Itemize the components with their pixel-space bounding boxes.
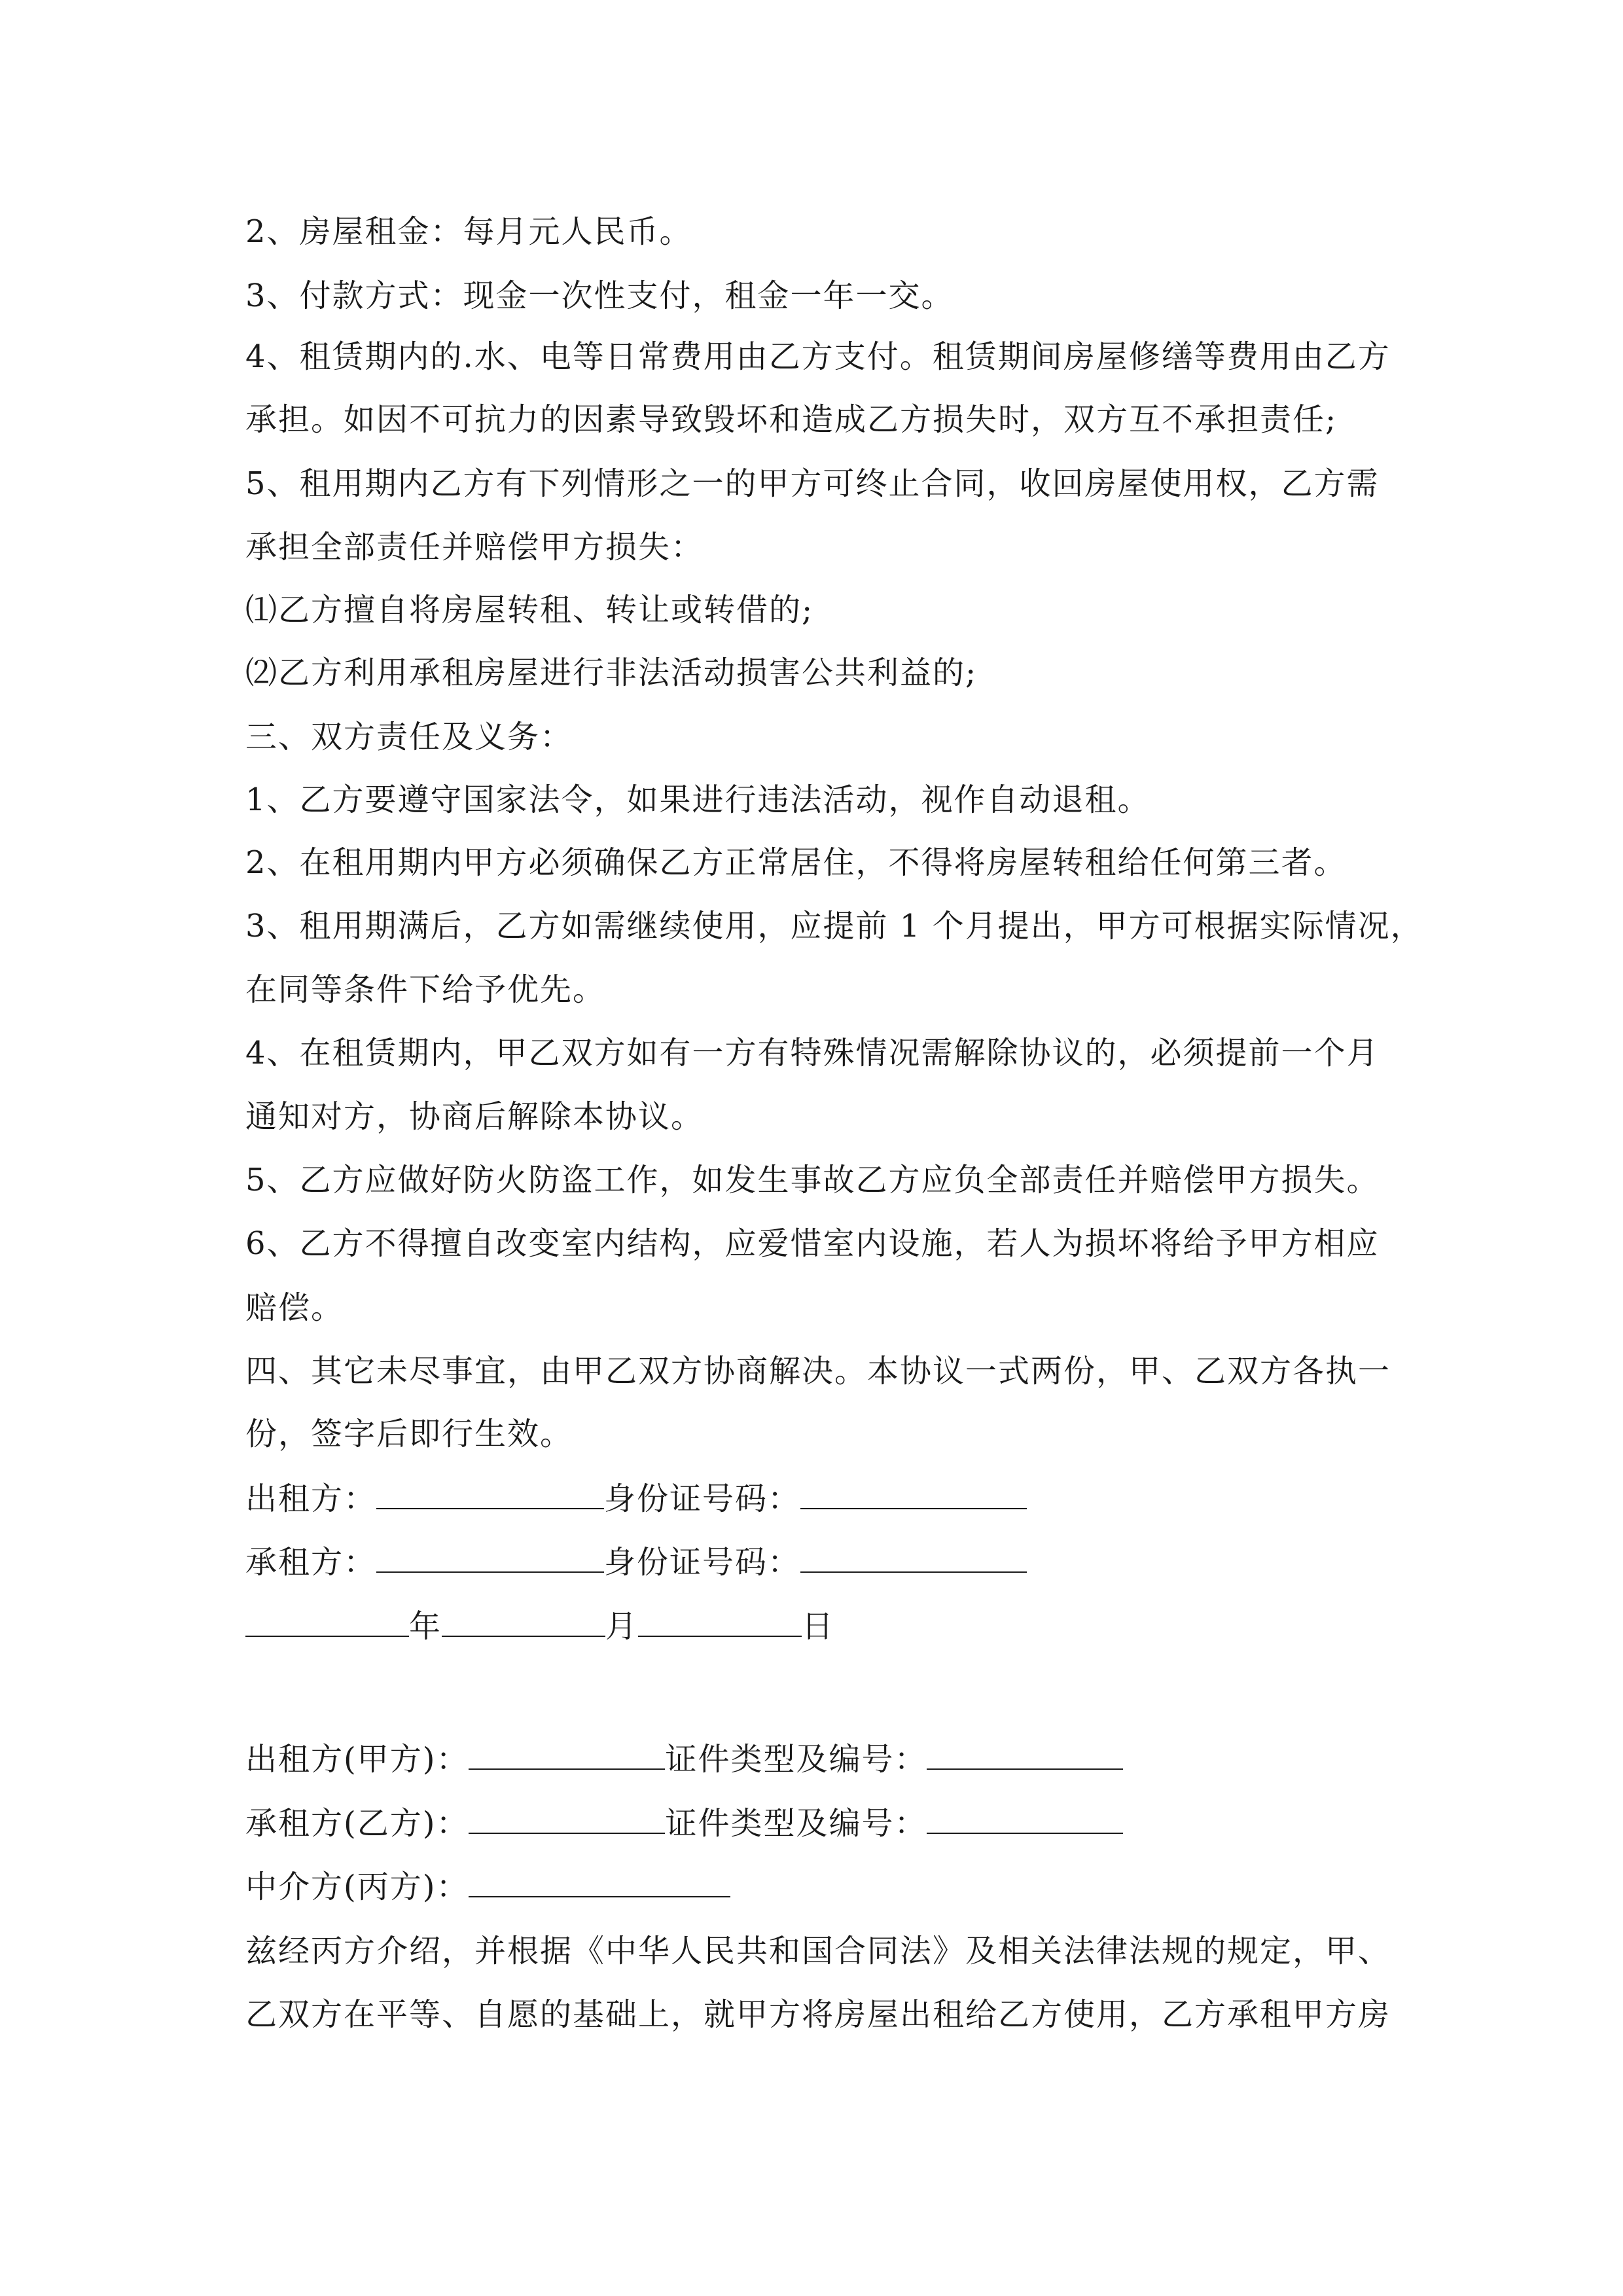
closing-line: 兹经丙方介绍，并根据《中华人民共和国合同法》及相关法律法规的规定，甲、 <box>245 1933 1391 1969</box>
paragraph-line: 5、乙方应做好防火防盗工作，如发生事故乙方应负全部责任并赔偿甲方损失。 <box>245 1162 1380 1198</box>
paragraph-line: 承担全部责任并赔偿甲方损失： <box>245 529 704 565</box>
party-b-name-blank[interactable] <box>469 1804 665 1834</box>
lessor-signature-row <box>245 1479 1027 1517</box>
party-a-cert-blank[interactable] <box>927 1740 1123 1770</box>
paragraph-line: 4、租赁期内的.水、电等日常费用由乙方支付。租赁期间房屋修缮等费用由乙方 <box>245 338 1391 375</box>
lessee-signature-row <box>245 1543 1027 1581</box>
lessor-name-blank[interactable] <box>376 1479 604 1509</box>
paragraph-line: 份，签字后即行生效。 <box>245 1416 573 1452</box>
day-label: 日 <box>802 1608 835 1645</box>
party-a-name-blank[interactable] <box>469 1740 665 1770</box>
id-label: 身份证号码： <box>604 1544 801 1581</box>
paragraph-line: 3、付款方式：现金一次性支付，租金一年一交。 <box>245 278 954 314</box>
paragraph-line: ⑵乙方利用承租房屋进行非法活动损害公共利益的; <box>245 655 978 691</box>
id-label: 身份证号码： <box>604 1480 801 1517</box>
day-blank[interactable] <box>638 1607 802 1637</box>
lessee-id-blank[interactable] <box>800 1543 1027 1573</box>
party-b-row <box>245 1804 1123 1842</box>
lessor-label: 出租方： <box>245 1480 377 1517</box>
party-a-label: 出租方(甲方)： <box>245 1741 469 1778</box>
party-b-label: 承租方(乙方)： <box>245 1805 469 1842</box>
paragraph-line: 通知对方，协商后解除本协议。 <box>245 1098 704 1135</box>
paragraph-line: 4、在租赁期内，甲乙双方如有一方有特殊情况需解除协议的，必须提前一个月 <box>245 1035 1380 1071</box>
month-label: 月 <box>605 1608 639 1645</box>
date-row <box>245 1607 834 1645</box>
party-a-row <box>245 1740 1123 1778</box>
paragraph-line: 1、乙方要遵守国家法令，如果进行违法活动，视作自动退租。 <box>245 781 1150 818</box>
party-c-row <box>245 1867 730 1905</box>
cert-label: 证件类型及编号： <box>665 1805 927 1842</box>
year-label: 年 <box>409 1608 442 1645</box>
paragraph-line: ⑴乙方擅自将房屋转租、转让或转借的; <box>245 592 814 628</box>
paragraph-line: 承担。如因不可抗力的因素导致毁坏和造成乙方损失时，双方互不承担责任; <box>245 401 1338 438</box>
section-heading: 三、双方责任及义务： <box>245 719 573 755</box>
paragraph-line: 2、房屋租金：每月元人民币。 <box>245 213 692 250</box>
paragraph-line: 6、乙方不得擅自改变室内结构，应爱惜室内设施，若人为损坏将给予甲方相应 <box>245 1225 1380 1262</box>
lessee-label: 承租方： <box>245 1544 377 1581</box>
paragraph-line: 2、在租用期内甲方必须确保乙方正常居住，不得将房屋转租给任何第三者。 <box>245 844 1347 881</box>
lessor-id-blank[interactable] <box>800 1479 1027 1509</box>
month-blank[interactable] <box>442 1607 605 1637</box>
paragraph-line: 赔偿。 <box>245 1289 344 1326</box>
year-blank[interactable] <box>245 1607 409 1637</box>
lessee-name-blank[interactable] <box>376 1543 604 1573</box>
paragraph-line: 3、租用期满后，乙方如需继续使用，应提前 1 个月提出，甲方可根据实际情况， <box>245 908 1423 944</box>
paragraph-line: 在同等条件下给予优先。 <box>245 971 606 1008</box>
party-c-label: 中介方(丙方)： <box>245 1869 469 1905</box>
party-c-name-blank[interactable] <box>469 1867 730 1897</box>
section-heading: 四、其它未尽事宜，由甲乙双方协商解决。本协议一式两份，甲、乙双方各执一 <box>245 1353 1391 1390</box>
party-b-cert-blank[interactable] <box>927 1804 1123 1834</box>
paragraph-line: 5、租用期内乙方有下列情形之一的甲方可终止合同，收回房屋使用权，乙方需 <box>245 465 1380 502</box>
closing-line: 乙双方在平等、自愿的基础上，就甲方将房屋出租给乙方使用，乙方承租甲方房 <box>245 1996 1391 2033</box>
cert-label: 证件类型及编号： <box>665 1741 927 1778</box>
